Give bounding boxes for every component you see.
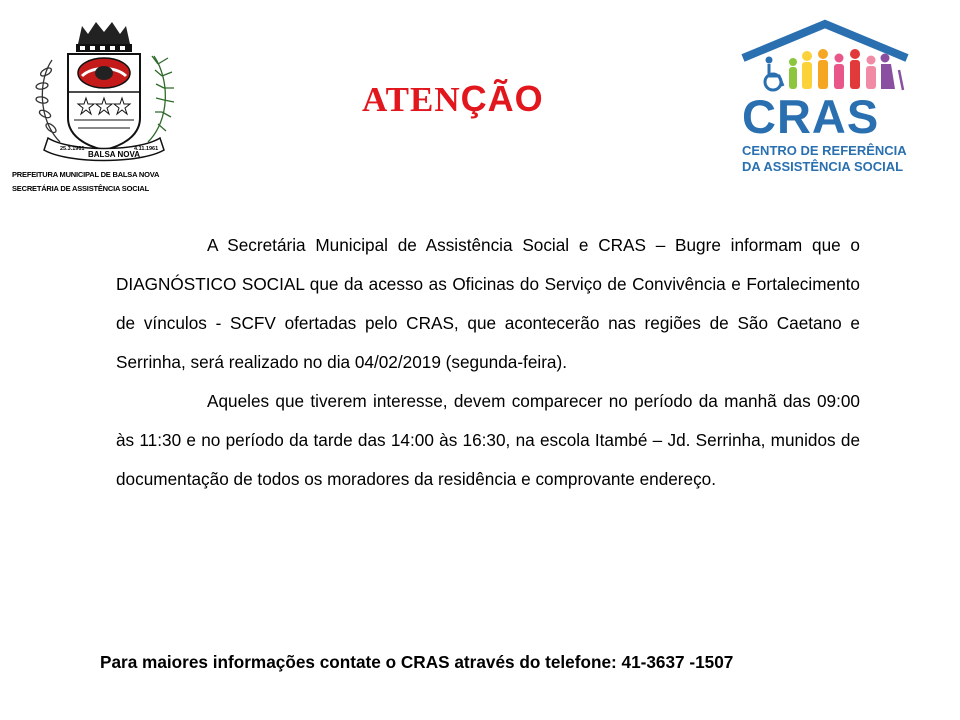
crest-banner-text: BALSA NOVA [88, 150, 140, 159]
notice-body [116, 226, 860, 499]
cras-subtitle [742, 143, 907, 175]
crown-icon [76, 22, 132, 52]
plant-branch-icon [148, 56, 174, 142]
paragraph-1: A Secretária Municipal de Assistência Social e CRAS – Bugre informam que o DIAGNÓSTICO SOCIAL que da acesso as Oficinas do Serviço de Convivência e Fortalecimento de vínculos - SCFV ofertadas pelo CRAS, que acontecerão nas regiões de São Caetano e Serrinha, será realizado no dia 04/02/2019 (segunda-feira). [116, 235, 860, 372]
cras-wordmark: CRAS [742, 90, 880, 143]
crest-date-left: 25.3.1961 [60, 146, 85, 152]
contact-footer: Para maiores informações contate o CRAS através do telefone: 41-3637 -1507 [100, 652, 734, 672]
shield-icon [68, 54, 140, 150]
crest-date-right: 4.11.1961 [134, 146, 159, 152]
cras-subtitle-line-1: CENTRO DE REFERÊNCIA [742, 143, 907, 158]
municipal-crest-logo [30, 20, 178, 168]
title-part-1: ATEN [362, 80, 461, 119]
prefeitura-name: PREFEITURA MUNICIPAL DE BALSA NOVA [12, 170, 160, 179]
cras-subtitle-line-2: DA ASSISTÊNCIA SOCIAL [742, 159, 904, 174]
municipality-header [12, 168, 159, 196]
leaf-branch-icon [36, 60, 60, 142]
family-figures-icon [765, 49, 903, 90]
paragraph-2: Aqueles que tiverem interesse, devem comparecer no período da manhã das 09:00 às 11:30 e no período da tarde das 14:00 às 16:30, na escola Itambé – Jd. Serrinha, munidos de documentação de todos os moradores da residência e comprovante endereço. [116, 391, 860, 489]
secretaria-name: SECRETÁRIA DE ASSISTÊNCIA SOCIAL [12, 184, 149, 193]
title-part-2: ÇÃO [460, 78, 544, 119]
page-title [362, 78, 544, 120]
